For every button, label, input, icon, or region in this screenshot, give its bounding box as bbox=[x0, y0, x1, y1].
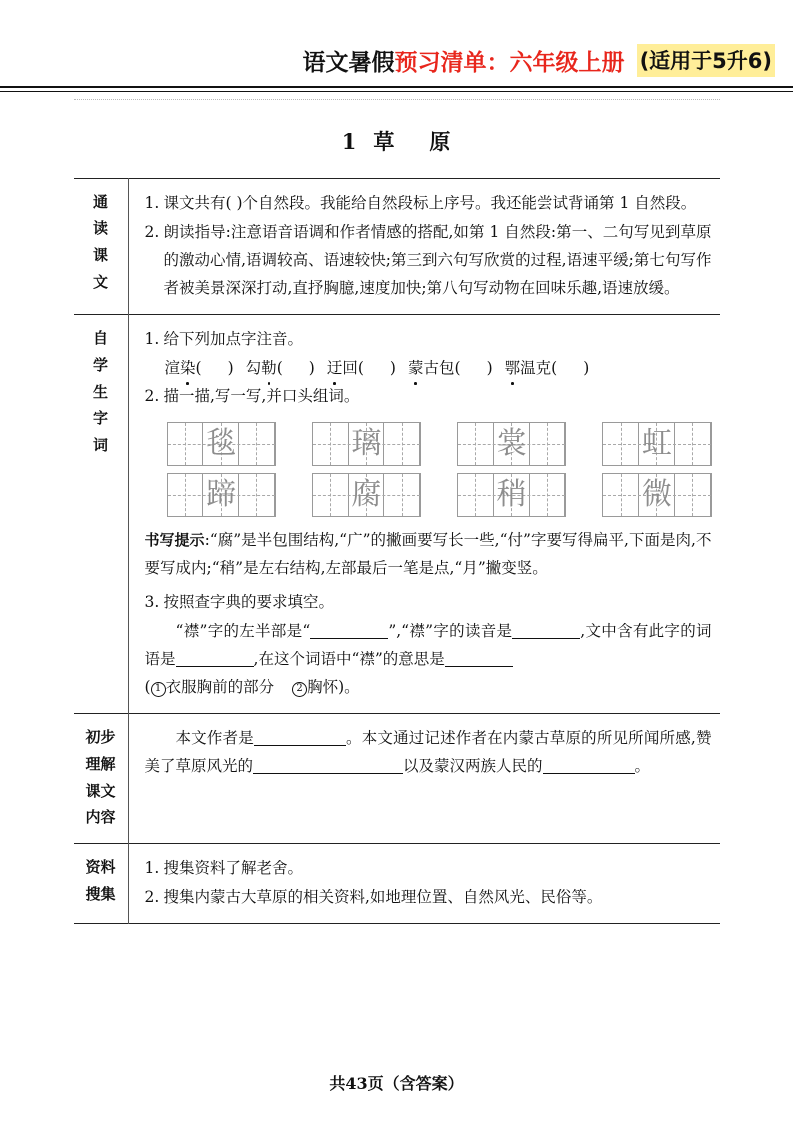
header-applicability-note: (适用于5升6) bbox=[637, 44, 775, 77]
item-number: 1. bbox=[144, 858, 160, 877]
comprehension-text-d: 。 bbox=[634, 757, 651, 776]
character-practice-grid[interactable] bbox=[602, 422, 711, 466]
list-item bbox=[145, 382, 712, 410]
option-2-number: 2 bbox=[292, 682, 307, 697]
pinyin-word: 渲染( ) bbox=[165, 359, 234, 377]
list-item bbox=[145, 325, 712, 353]
dotted-char: 迂 bbox=[327, 354, 343, 382]
item-number: 3. bbox=[144, 593, 160, 612]
comprehension-text-a: 本文作者是 bbox=[175, 729, 254, 748]
answer-blank[interactable] bbox=[176, 666, 254, 667]
character-practice-grid[interactable] bbox=[602, 473, 711, 517]
item-text: 给下列加点字注音。 bbox=[163, 330, 304, 349]
row-label-initial-understanding bbox=[74, 714, 129, 844]
row-label-char: 生 bbox=[92, 382, 108, 401]
comprehension-fill-in-exercise bbox=[145, 724, 712, 780]
page-footer: 共43页（含答案） bbox=[329, 1074, 464, 1093]
option-paren-close: )。 bbox=[338, 678, 360, 697]
trace-character: 蹄 bbox=[206, 476, 237, 512]
header-title bbox=[302, 50, 624, 76]
row-label-char: 资料 bbox=[85, 857, 116, 876]
answer-blank[interactable] bbox=[543, 773, 635, 774]
trace-character: 毯 bbox=[206, 425, 237, 461]
header-double-rule bbox=[0, 86, 793, 92]
q3-text-d: ,在这个词语中“襟”的意思是 bbox=[253, 649, 445, 668]
item-text: 搜集内蒙古大草原的相关资料,如地理位置、自然风光、民俗等。 bbox=[163, 888, 603, 907]
word-suffix: 回 bbox=[342, 358, 358, 377]
writing-tip-heading: 书写提示 bbox=[144, 530, 205, 549]
row-label-char: 课文 bbox=[85, 781, 116, 800]
list-item bbox=[145, 883, 712, 911]
character-practice-grid[interactable] bbox=[167, 473, 276, 517]
pinyin-exercise-row bbox=[165, 354, 712, 382]
row-label-char: 文 bbox=[92, 272, 108, 291]
trace-character: 微 bbox=[641, 476, 672, 512]
trace-character: 璃 bbox=[351, 425, 382, 461]
word-suffix: 古包 bbox=[423, 358, 455, 377]
q3-text-b: ”,“襟”字的读音是 bbox=[388, 621, 513, 640]
item-number: 1. bbox=[144, 193, 160, 212]
trace-character: 腐 bbox=[351, 476, 382, 512]
row-label-char: 词 bbox=[92, 436, 108, 455]
character-practice-grid[interactable] bbox=[457, 422, 566, 466]
row-body-self-study bbox=[128, 315, 720, 714]
option-1-text: 衣服胸前的部分 bbox=[165, 678, 275, 697]
writing-tip bbox=[145, 526, 712, 583]
list-item bbox=[145, 588, 712, 616]
item-text: 课文共有( )个自然段。我能给自然段标上序号。我还能尝试背诵第 1 自然段。 bbox=[163, 193, 697, 212]
answer-blank[interactable] bbox=[512, 638, 580, 639]
answer-blank[interactable] bbox=[253, 773, 403, 774]
item-number: 2. bbox=[144, 386, 160, 405]
row-label-char: 初步 bbox=[85, 728, 116, 747]
row-label-read-text bbox=[74, 178, 129, 315]
comprehension-text-b: 。本文通过记述作者在内蒙古草原的所见所闻所感,赞美了草原风光的 bbox=[144, 729, 712, 776]
lesson-title bbox=[0, 126, 793, 156]
lesson-char-2: 原 bbox=[429, 128, 452, 154]
item-text: 搜集资料了解老舍。 bbox=[163, 858, 304, 877]
option-1-number: 1 bbox=[151, 682, 166, 697]
item-number: 1. bbox=[144, 330, 160, 349]
row-body-initial-understanding bbox=[128, 714, 720, 844]
lesson-char-1: 草 bbox=[373, 128, 396, 154]
row-body-read-text bbox=[128, 178, 720, 315]
dictionary-fill-in-exercise bbox=[145, 617, 712, 673]
row-label-char: 理解 bbox=[85, 754, 116, 773]
q3-text-a: “襟”字的左半部是“ bbox=[175, 621, 311, 640]
trace-character: 裳 bbox=[496, 425, 527, 461]
row-label-char: 搜集 bbox=[85, 884, 116, 903]
character-practice-grid[interactable] bbox=[312, 422, 421, 466]
list-item bbox=[145, 218, 712, 303]
word-suffix: 温克 bbox=[520, 358, 552, 377]
row-label-char: 通 bbox=[92, 192, 108, 211]
character-practice-row-1 bbox=[167, 422, 712, 466]
comprehension-text-c: 以及蒙汉两族人民的 bbox=[403, 757, 543, 776]
pinyin-word: 勾勒( ) bbox=[246, 359, 315, 377]
table-row-material-collection bbox=[74, 843, 720, 923]
answer-blank[interactable] bbox=[254, 745, 346, 746]
pinyin-word: 迂回( ) bbox=[327, 359, 396, 377]
character-practice-grid[interactable] bbox=[312, 473, 421, 517]
item-text: 按照查字典的要求填空。 bbox=[163, 593, 335, 612]
list-item bbox=[145, 189, 712, 217]
word-prefix: 勾 bbox=[245, 358, 262, 377]
dotted-char: 勒 bbox=[261, 354, 277, 382]
character-practice-grid[interactable] bbox=[457, 473, 566, 517]
writing-tip-text: :“腐”是半包围结构,“广”的撇画要写长一些,“付”字要写得扁平,下面是肉,不要写成内;“稍”是左右结构,左部最后一笔是点,“月”撇变竖。 bbox=[144, 530, 712, 578]
word-prefix: 渲 bbox=[164, 358, 181, 377]
item-number: 2. bbox=[144, 888, 160, 907]
row-label-char: 学 bbox=[92, 356, 108, 374]
item-number: 2. bbox=[144, 222, 160, 241]
answer-blank[interactable] bbox=[310, 638, 388, 639]
trace-character: 稍 bbox=[496, 476, 527, 512]
item-text: 描一描,写一写,并口头组词。 bbox=[163, 386, 360, 405]
table-row-initial-understanding bbox=[74, 714, 720, 844]
row-label-char: 自 bbox=[92, 329, 108, 348]
dotted-char: 鄂 bbox=[505, 354, 521, 382]
row-label-char: 读 bbox=[92, 219, 108, 238]
dotted-char: 染 bbox=[180, 354, 196, 382]
row-label-char: 内容 bbox=[85, 808, 116, 827]
pinyin-word: 蒙古包( ) bbox=[408, 359, 493, 377]
character-practice-row-2 bbox=[167, 473, 712, 517]
header-dotted-rule bbox=[74, 99, 720, 100]
worksheet-table bbox=[74, 178, 720, 925]
option-paren-open: ( bbox=[144, 678, 151, 697]
dictionary-options-line bbox=[145, 673, 712, 701]
lesson-number: 1 bbox=[341, 128, 358, 154]
answer-blank[interactable] bbox=[445, 666, 513, 667]
list-item bbox=[145, 854, 712, 882]
q3-text-c: ,文中含有此字的词语是 bbox=[144, 621, 712, 668]
pinyin-word: 鄂温克( ) bbox=[505, 359, 590, 377]
row-label-self-study bbox=[74, 315, 129, 714]
item-text: 朗读指导:注意语音语调和作者情感的搭配,如第 1 自然段:第一、二句写见到草原的激动心情,语调较高、语速较快;第三到六句写欣赏的过程,语速平缓;第七句写作者被美景深深打动,直抒胸臆,速度加快;第八句写动物在回味乐趣,语速放缓。 bbox=[163, 222, 712, 298]
row-label-char: 字 bbox=[92, 409, 108, 428]
row-label-char: 课 bbox=[92, 245, 108, 264]
table-row-self-study-characters bbox=[74, 315, 720, 714]
character-practice-grid[interactable] bbox=[167, 422, 276, 466]
dotted-char: 蒙 bbox=[408, 354, 424, 382]
row-body-material-collection bbox=[128, 843, 720, 923]
header-title-red: 预习清单：六年级上册 bbox=[394, 50, 625, 76]
page-header bbox=[0, 0, 793, 77]
trace-character: 虹 bbox=[641, 425, 672, 461]
header-title-black: 语文暑假 bbox=[302, 50, 395, 76]
table-row-read-text bbox=[74, 178, 720, 315]
row-label-material-collection bbox=[74, 843, 129, 923]
option-2-text: 胸怀 bbox=[307, 678, 339, 697]
